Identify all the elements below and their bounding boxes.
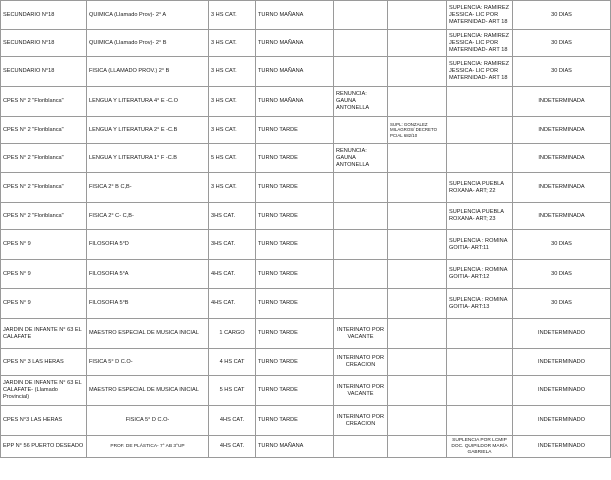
reason-cell [334,289,388,319]
duration-cell: 30 DIAS [513,30,611,57]
school-cell: SECUNDARIO N°18 [1,1,87,30]
subject-cell: QUIMICA (Llamado Prov)- 2° A [87,1,209,30]
table-row [1,1,611,30]
extra-cell [388,87,447,117]
shift-cell: TURNO TARDE [256,319,334,349]
table-row [1,203,611,230]
hours-cell: 3 HS CAT. [209,117,256,144]
table-row [1,349,611,376]
duration-cell: 30 DIAS [513,289,611,319]
reason-cell: RENUNCIA: GAUNA ANTONELLA [334,144,388,173]
school-cell: CPES N° 9 [1,289,87,319]
school-cell: CPES N° 2 "Floriblanca" [1,87,87,117]
subject-cell: FISICA 2° C- C,B- [87,203,209,230]
school-cell: CPES N° 2 "Floriblanca" [1,117,87,144]
reason-cell: INTERINATO POR VACANTE [334,376,388,406]
suplente-cell: SUPLENCIA: RAMIREZ JESSICA- LIC POR MATERNIDAD- ART 18 [447,57,513,87]
suplente-cell [447,319,513,349]
school-cell: JARDIN DE INFANTE N° 63 EL CALAFATE [1,319,87,349]
subject-cell: LENGUA Y LITERATURA 4° E -C.O [87,87,209,117]
school-cell: CPES N° 3 LAS HERAS [1,349,87,376]
table-row [1,117,611,144]
table-row [1,144,611,173]
subject-cell: FILOSOFIA 5°B [87,289,209,319]
extra-cell [388,230,447,260]
subject-cell: LENGUA Y LITERATURA 1° F -C.B [87,144,209,173]
subject-cell: MAESTRO ESPECIAL DE MUSICA INICIAL [87,319,209,349]
shift-cell: TURNO TARDE [256,349,334,376]
reason-cell [334,260,388,289]
hours-cell: 4HS CAT. [209,289,256,319]
school-cell: CPES N° 9 [1,260,87,289]
shift-cell: TURNO TARDE [256,230,334,260]
duration-cell: INDETERMINADO [513,349,611,376]
shift-cell: TURNO TARDE [256,173,334,203]
suplente-cell: SUPLENCIA POR LCMIP DOC. QUIPILDOR MARÍA GABRIELA [447,436,513,458]
extra-cell [388,30,447,57]
suplente-cell: SUPLENCIA PUEBLA ROXANA- ART; 22 [447,173,513,203]
suplente-cell: SUPLENCIA: RAMIREZ JESSICA- LIC POR MATERNIDAD- ART 18 [447,1,513,30]
suplente-cell [447,406,513,436]
subject-cell: PROF. DE PLÁSTICA- 7° AB 3°UP [87,436,209,458]
suplente-cell [447,376,513,406]
shift-cell: TURNO MAÑANA [256,436,334,458]
extra-cell [388,1,447,30]
reason-cell: INTERINATO POR CREACION [334,349,388,376]
subject-cell: QUIMICA (Llamado Prov)- 2° B [87,30,209,57]
duration-cell: 30 DIAS [513,230,611,260]
hours-cell: 4 HS CAT [209,349,256,376]
extra-cell [388,57,447,87]
subject-cell: FISICA 2° B C,B- [87,173,209,203]
reason-cell [334,57,388,87]
hours-cell: 5 HS CAT [209,376,256,406]
extra-cell [388,173,447,203]
suplente-cell: SUPLENCIA : ROMINA GOITIA- ART:11 [447,230,513,260]
hours-cell: 3 HS CAT. [209,87,256,117]
table-row [1,376,611,406]
extra-cell [388,203,447,230]
reason-cell: RENUNCIA: GAUNA ANTONELLA [334,87,388,117]
hours-cell: 1 CARGO [209,319,256,349]
shift-cell: TURNO TARDE [256,203,334,230]
reason-cell [334,230,388,260]
duration-cell: 30 DIAS [513,57,611,87]
suplente-cell [447,117,513,144]
duration-cell: INDETERMINADA [513,87,611,117]
table-row [1,87,611,117]
duration-cell: INDETERMINADO [513,376,611,406]
extra-cell [388,289,447,319]
extra-cell [388,406,447,436]
hours-cell: 4HS CAT. [209,260,256,289]
duration-cell: INDETERMINADA [513,173,611,203]
table-row [1,260,611,289]
duration-cell: 30 DIAS [513,260,611,289]
hours-cell: 4HS CAT. [209,436,256,458]
school-cell: CPES N° 2 "Floriblanca" [1,203,87,230]
suplente-cell: SUPLENCIA : ROMINA GOITIA- ART:13 [447,289,513,319]
table-row [1,319,611,349]
extra-cell [388,436,447,458]
shift-cell: TURNO MAÑANA [256,30,334,57]
reason-cell [334,1,388,30]
duration-cell: INDETERMINADA [513,144,611,173]
school-cell: JARDIN DE INFANTE N° 63 EL CALAFATE- (Llamado Provincial) [1,376,87,406]
table-row [1,436,611,458]
shift-cell: TURNO TARDE [256,289,334,319]
hours-cell: 3HS CAT. [209,203,256,230]
reason-cell [334,436,388,458]
reason-cell: INTERINATO POR CREACION [334,406,388,436]
reason-cell [334,173,388,203]
subject-cell: FISICA (LLAMADO PROV.) 2° B [87,57,209,87]
school-cell: SECUNDARIO N°18 [1,57,87,87]
suplente-cell [447,87,513,117]
suplente-cell: SUPLENCIA: RAMIREZ JESSICA- LIC POR MATERNIDAD- ART 18 [447,30,513,57]
duration-cell: 30 DIAS [513,1,611,30]
hours-cell: 3 HS CAT. [209,57,256,87]
shift-cell: TURNO MAÑANA [256,87,334,117]
school-cell: CPES N° 9 [1,230,87,260]
duration-cell: INDETERMINADA [513,117,611,144]
shift-cell: TURNO TARDE [256,376,334,406]
subject-cell: FILOSOFIA 5°A [87,260,209,289]
school-cell: CPES N°3 LAS HERAS [1,406,87,436]
school-cell: SECUNDARIO N°18 [1,30,87,57]
shift-cell: TURNO MAÑANA [256,1,334,30]
extra-cell [388,144,447,173]
subject-cell: FISICA 5° D C.O- [87,349,209,376]
duration-cell: INDETERMINADO [513,406,611,436]
reason-cell [334,203,388,230]
extra-cell [388,260,447,289]
shift-cell: TURNO TARDE [256,260,334,289]
subject-cell: FILOSOFIA 5°D [87,230,209,260]
reason-cell [334,30,388,57]
table-row [1,230,611,260]
shift-cell: TURNO TARDE [256,117,334,144]
suplente-cell: SUPLENCIA : ROMINA GOITIA- ART:12 [447,260,513,289]
hours-cell: 3HS CAT. [209,230,256,260]
suplente-cell [447,144,513,173]
shift-cell: TURNO TARDE [256,144,334,173]
hours-cell: 4HS CAT. [209,406,256,436]
suplente-cell: SUPLENCIA PUEBLA ROXANA- ART; 23 [447,203,513,230]
shift-cell: TURNO MAÑANA [256,57,334,87]
table-row [1,406,611,436]
table-row [1,289,611,319]
hours-cell: 3 HS CAT. [209,173,256,203]
subject-cell: FISICA 5° D C.O- [87,406,209,436]
duration-cell: INDETERMINADO [513,319,611,349]
extra-cell [388,376,447,406]
reason-cell: INTERINATO POR VACANTE [334,319,388,349]
hours-cell: 5 HS CAT. [209,144,256,173]
duration-cell: INDETERMINADA [513,203,611,230]
school-cell: CPES N° 2 "Floriblanca" [1,173,87,203]
subject-cell: LENGUA Y LITERATURA 2° E -C.B [87,117,209,144]
table-row [1,57,611,87]
duration-cell: INDETERMINADO [513,436,611,458]
table-row [1,30,611,57]
shift-cell: TURNO TARDE [256,406,334,436]
hours-cell: 3 HS CAT. [209,30,256,57]
table-row [1,173,611,203]
hours-cell: 3 HS CAT. [209,1,256,30]
reason-cell [334,117,388,144]
school-cell: CPES N° 2 "Floriblanca" [1,144,87,173]
extra-cell: SUPL: GONZALEZ MILAGROS/ DECRETO PCIAL 682/10 [388,117,447,144]
school-cell: EPP N° 56 PUERTO DESEADO [1,436,87,458]
subject-cell: MAESTRO ESPECIAL DE MUSICA INICIAL [87,376,209,406]
extra-cell [388,349,447,376]
suplente-cell [447,349,513,376]
extra-cell [388,319,447,349]
